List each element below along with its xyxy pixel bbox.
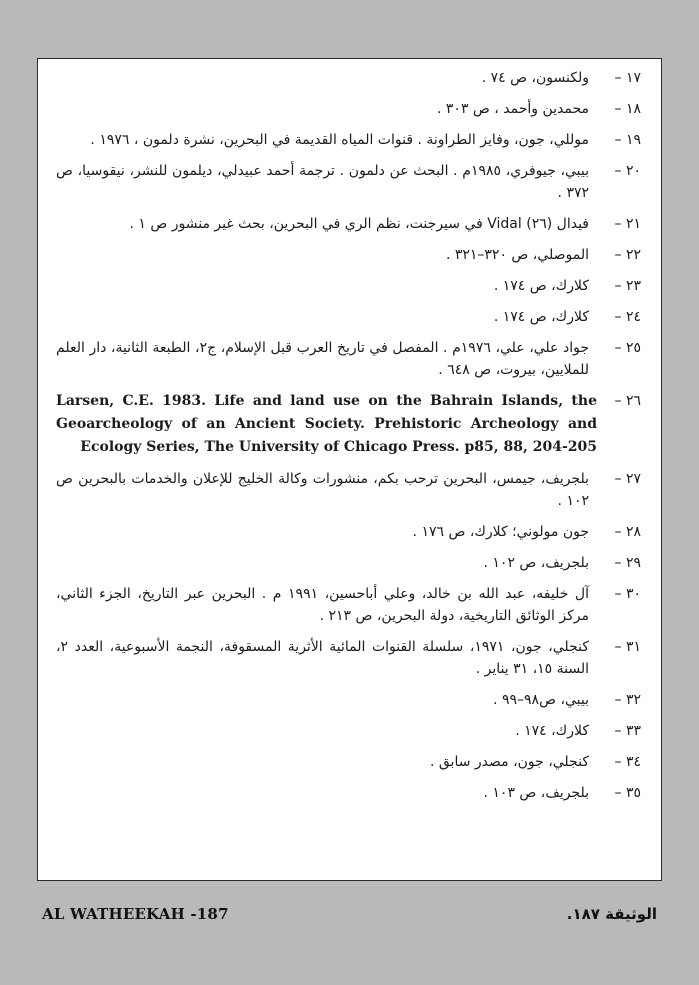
endnote-number: ٢٩ – <box>614 555 641 571</box>
endnote-text: محمدين وأحمد ، ص ٣٠٣ . <box>437 101 589 117</box>
endnote-text: فيدال (٢٦) Vidal في سيرجنت، نظم الري في البحرين، بحث غير منشور ص ١ . <box>129 216 589 232</box>
endnote-text: جون مولوني؛ كلارك، ص ١٧٦ . <box>412 524 589 540</box>
endnote-text: بيبي، جيوفري، ١٩٨٥م . البحث عن دلمون . ترجمة أحمد عبيدلي، ديلمون للنشر، نيقوسيا، ص ٣٧٢ . <box>56 163 589 201</box>
endnote-number: ٢٥ – <box>614 340 641 356</box>
endnote-text: بلجريف، ص ١٠٣ . <box>483 785 589 801</box>
endnote-text: كلارك، ص ١٧٤ . <box>493 309 589 325</box>
endnote-number: ٣١ – <box>614 639 641 655</box>
endnote-text: آل خليفه، عبد الله بن خالد، وعلي أباحسين، ١٩٩١ م . البحرين عبر التاريخ، الجزء الثاني، مركز الوثائق التاريخية، دولة البحرين، ص ٢١٣ . <box>56 586 589 624</box>
endnote-item <box>56 689 641 711</box>
endnote-number: ٢٤ – <box>614 309 641 325</box>
endnote-number: ٢٨ – <box>614 524 641 540</box>
endnote-number: ٢٦ – <box>614 393 641 409</box>
footer-journal-latin: AL WATHEEKAH -187 <box>42 905 229 923</box>
endnote-item <box>56 720 641 742</box>
endnote-number: ١٨ – <box>614 101 641 117</box>
endnote-number: ٣٤ – <box>614 754 641 770</box>
endnote-item <box>56 67 641 89</box>
endnote-item <box>56 160 641 204</box>
endnote-item <box>56 244 641 266</box>
endnote-text: كلارك، ص ١٧٤ . <box>493 278 589 294</box>
endnote-number: ٢٧ – <box>614 471 641 487</box>
endnote-item <box>56 583 641 627</box>
endnote-number: ٢١ – <box>614 216 641 232</box>
endnote-item <box>56 552 641 574</box>
endnote-text: كلارك، ١٧٤ . <box>515 723 589 739</box>
endnote-item <box>56 390 641 459</box>
endnote-item <box>56 636 641 680</box>
endnote-number: ٢٠ – <box>614 163 641 179</box>
endnote-number: ٢٣ – <box>614 278 641 294</box>
endnote-item <box>56 521 641 543</box>
endnote-text: كنجلي، جون، ١٩٧١، سلسلة القنوات المائية الأثرية المسقوفة، النجمة الأسبوعية، العدد ٢، السنة ١٥، ٣١ يناير . <box>56 639 589 677</box>
endnote-number: ٣٢ – <box>614 692 641 708</box>
endnote-text: بيبي، ص٩٨–٩٩ . <box>493 692 589 708</box>
endnote-text: Larsen, C.E. 1983. Life and land use on the Bahrain Islands, the Geoarcheology of an Ancient Society. Prehistoric Archeology and Ecology Series, The University of Chicago Press. p85, 88, 204-205 <box>56 393 597 455</box>
endnote-number: ٣٠ – <box>614 586 641 602</box>
endnote-number: ٢٢ – <box>614 247 641 263</box>
endnote-text: بلجريف، ص ١٠٢ . <box>483 555 589 571</box>
endnote-item <box>56 337 641 381</box>
endnotes-list <box>56 67 641 813</box>
endnote-text: جواد علي، علي، ١٩٧٦م . المفصل في تاريخ العرب قبل الإسلام، ج٢، الطبعة الثانية، دار العلم للملايين، بيروت، ص ٦٤٨ . <box>56 340 590 378</box>
endnote-text: ولكنسون، ص ٧٤ . <box>481 70 589 86</box>
endnote-text: بلجريف، جيمس، البحرين ترحب بكم، منشورات وكالة الخليج للإعلان والخدمات بالبحرين ص ١٠٢ . <box>56 471 589 509</box>
page-footer <box>37 905 662 929</box>
endnote-item <box>56 275 641 297</box>
endnote-text: الموصلي، ص ٣٢٠–٣٢١ . <box>445 247 589 263</box>
endnote-text: كنجلي، جون، مصدر سابق . <box>429 754 589 770</box>
endnote-item <box>56 751 641 773</box>
endnote-text: موللي، جون، وفايز الطراونة . قنوات المياه القديمة في البحرين، نشرة دلمون ، ١٩٧٦ . <box>90 132 589 148</box>
endnote-item <box>56 468 641 512</box>
notes-panel <box>37 58 662 881</box>
endnote-number: ٣٣ – <box>614 723 641 739</box>
endnote-item <box>56 98 641 120</box>
endnote-item <box>56 782 641 804</box>
endnote-number: ٣٥ – <box>614 785 641 801</box>
endnote-item <box>56 306 641 328</box>
footer-journal-arabic: الوثيقة ١٨٧. <box>566 905 657 923</box>
endnote-number: ١٩ – <box>614 132 641 148</box>
endnote-item <box>56 129 641 151</box>
endnote-number: ١٧ – <box>614 70 641 86</box>
endnote-item <box>56 213 641 235</box>
